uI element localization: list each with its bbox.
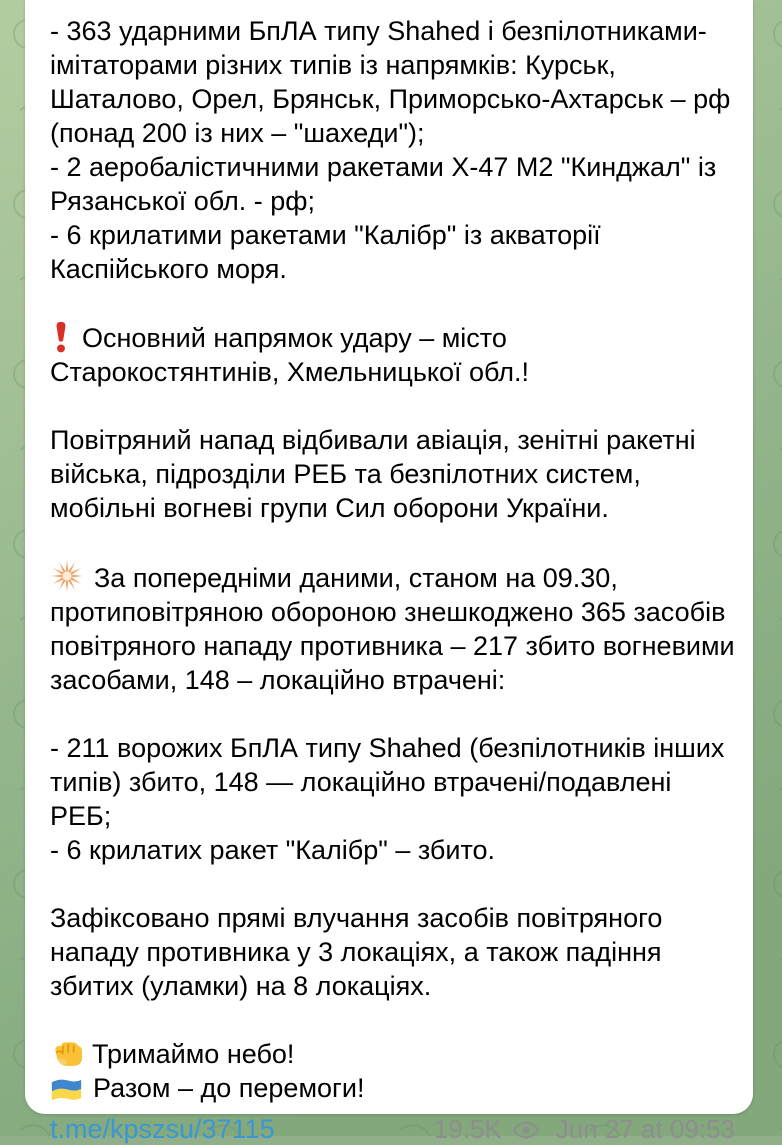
message-paragraph: Тримаймо небо! <box>50 1037 735 1071</box>
views-count: 19.5K <box>433 1114 502 1144</box>
raised-fist-icon <box>50 1037 82 1069</box>
message-footer <box>50 1114 735 1145</box>
message-paragraph: За попередніми даними, станом на 09.30, протиповітряною обороною знешкоджено 365 засобів повітряного нападу противника – 217 збито вогневими засобами, 148 – локаційно втрачені: <box>50 559 735 697</box>
message-paragraph: - 2 аеробалістичними ракетами Х-47 М2 "Кинджал" із Рязанської обл. - рф; <box>50 152 717 216</box>
message-paragraph: Зафіксовано прямі влучання засобів повітряного нападу противника у 3 локаціях, а також падіння збитих (уламки) на 8 локаціях. <box>50 903 663 1001</box>
message-paragraph: - 211 ворожих БпЛА типу Shahed (безпілотників інших типів) збито, 148 — локаційно втрачені/подавлені РЕБ; <box>50 733 725 831</box>
message-paragraph: Основний напрямок удару – місто Старокостянтинів, Хмельницької обл.! <box>50 320 735 389</box>
red-exclamation-icon <box>50 320 72 353</box>
message-paragraph: Повітряний напад відбивали авіація, зенітні ракетні війська, підрозділи РЕБ та безпілотних систем, мобільні вогневі групи Сил оборони України. <box>50 425 696 523</box>
ukraine-flag-icon <box>50 1078 83 1103</box>
message-bubble <box>25 0 753 1144</box>
message-link[interactable]: t.me/kpszsu/37115 <box>50 1114 275 1144</box>
message-paragraph: Разом – до перемоги! <box>50 1071 735 1105</box>
message-paragraph: - 363 ударними БпЛА типу Shahed і безпілотниками-імітаторами різних типів із напрямків: Курськ, Шаталово, Орел, Брянськ, Приморсько-Ахтарськ – рф (понад 200 із них – "шахеди"); <box>50 16 731 148</box>
message-text <box>50 14 735 1105</box>
message-paragraph: - 6 крилатими ракетами "Калібр" із акваторії Каспійського моря. <box>50 220 601 284</box>
timestamp: Jun 27 at 09:53 <box>555 1114 735 1144</box>
message-meta <box>434 1114 735 1145</box>
message-paragraph: - 6 крилатих ракет "Калібр" – збито. <box>50 835 496 865</box>
burst-icon <box>50 559 84 593</box>
